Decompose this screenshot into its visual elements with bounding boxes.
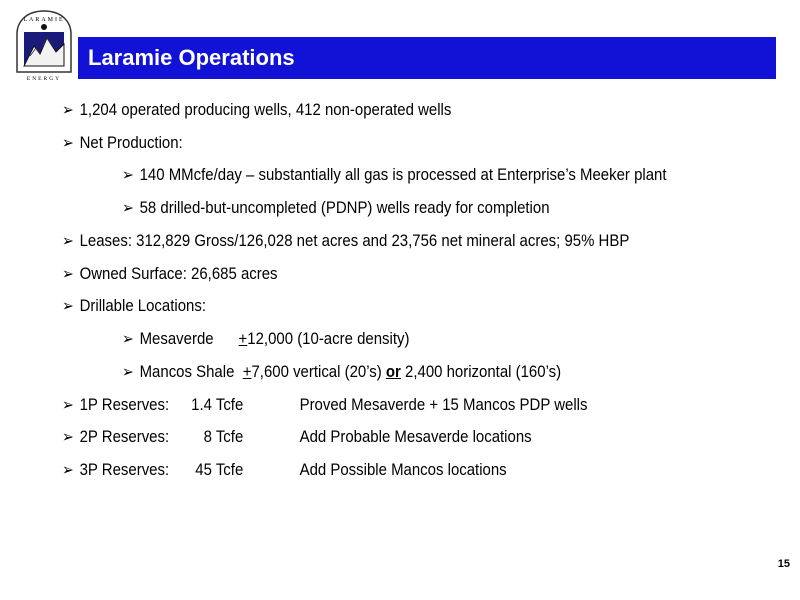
slide-title-bar <box>78 37 776 79</box>
mountain-logo-icon <box>14 8 74 84</box>
reserves-label: 3P Reserves: <box>79 459 170 479</box>
bullet-2p-reserves <box>62 423 703 456</box>
bullet-list <box>62 96 790 488</box>
reserves-description: Add Possible Mancos locations <box>299 459 507 479</box>
bullet-1p-reserves <box>62 391 703 424</box>
arrow-bullet-icon: ➢ <box>122 363 134 381</box>
reserves-label: 2P Reserves: <box>79 427 170 446</box>
reserves-label: 1P Reserves: <box>79 394 170 414</box>
bullet-owned-surface: ➢ Owned Surface: 26,685 acres <box>62 260 703 293</box>
arrow-bullet-icon: ➢ <box>122 167 134 184</box>
bullet-3p-reserves <box>62 456 703 489</box>
reserves-value: 45 Tcfe <box>195 459 244 479</box>
arrow-bullet-icon: ➢ <box>62 429 74 446</box>
arrow-bullet-icon: ➢ <box>62 233 74 250</box>
arrow-bullet-icon: ➢ <box>62 134 74 152</box>
company-logo <box>14 8 74 84</box>
arrow-bullet-icon: ➢ <box>62 461 74 479</box>
reserves-value: 8 Tcfe <box>203 427 244 446</box>
arrow-bullet-icon: ➢ <box>62 265 74 283</box>
bullet-leases: ➢ Leases: 312,829 Gross/126,028 net acres and 23,756 net mineral acres; 95% HBP <box>62 227 703 260</box>
reserves-value: 1.4 Tcfe <box>191 394 244 414</box>
arrow-bullet-icon: ➢ <box>122 330 134 348</box>
slide-title: Laramie Operations <box>88 45 295 70</box>
arrow-bullet-icon: ➢ <box>62 102 74 119</box>
arrow-bullet-icon: ➢ <box>62 396 74 414</box>
arrow-bullet-icon: ➢ <box>122 200 134 217</box>
reserves-description: Add Probable Mesaverde locations <box>299 427 532 446</box>
bullet-drillable: ➢ Drillable Locations: <box>62 292 703 325</box>
bullet-net-production: ➢ Net Production: <box>62 129 703 162</box>
sub-bullet-mancos: ➢ Mancos Shale +7,600 vertical (20’s) or 2,400 horizontal (160’s) <box>122 358 710 391</box>
bullet-wells: ➢ 1,204 operated producing wells, 412 non-operated wells <box>62 96 703 129</box>
svg-text:ENERGY: ENERGY <box>26 76 62 82</box>
reserves-description: Proved Mesaverde + 15 Mancos PDP wells <box>299 394 588 414</box>
svg-text:LARAMIE: LARAMIE <box>23 17 65 23</box>
sub-bullet-mesaverde: ➢ Mesaverde +12,000 (10-acre density) <box>122 325 710 358</box>
arrow-bullet-icon: ➢ <box>62 298 74 315</box>
sub-bullet-pdnp: ➢ 58 drilled-but-uncompleted (PDNP) wells ready for completion <box>122 194 710 227</box>
page-number: 15 <box>777 558 790 570</box>
sub-bullet-mmcfe: ➢ 140 MMcfe/day – substantially all gas is processed at Enterprise’s Meeker plant <box>122 161 710 194</box>
